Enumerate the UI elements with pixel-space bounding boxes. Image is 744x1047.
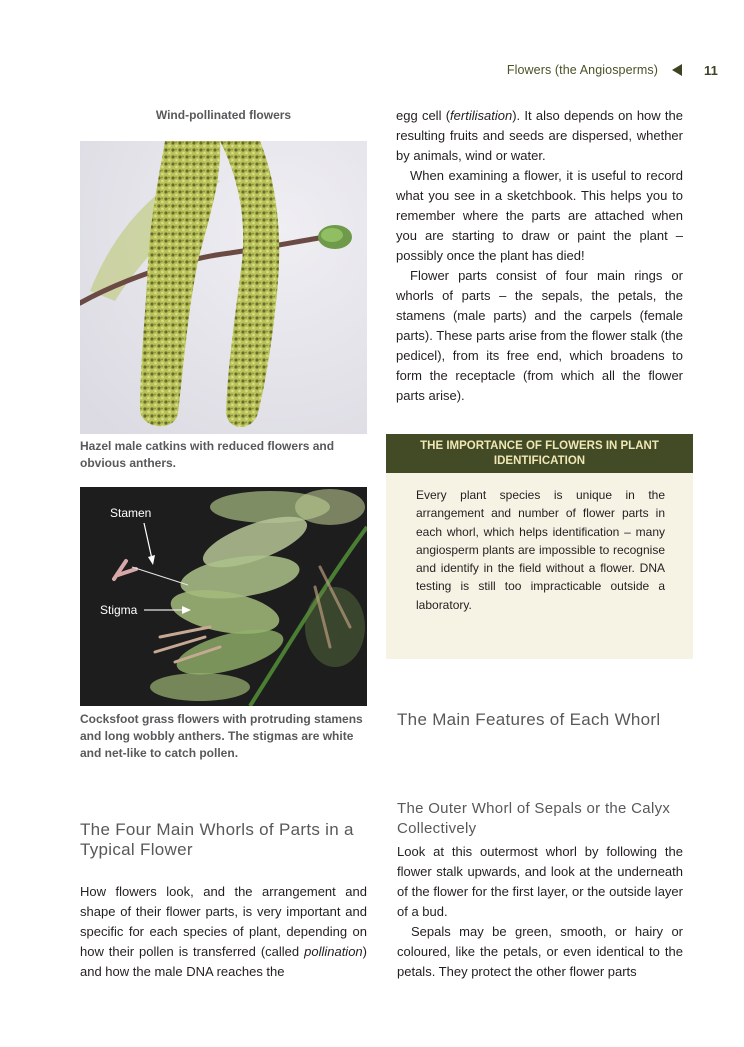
paragraph: Look at this outermost whorl by following the flower stalk upwards, and look at the underneath of the flower for the first layer, or the outside layer of a bud.: [397, 844, 683, 919]
paragraph: Flower parts consist of four main rings or whorls of parts – the sepals, the petals, the stamens (male parts) and the carpels (female parts). These parts arise from the flower stalk (the pedicel), from its free end, which broadens to form the receptacle (from which all the flower parts arise).: [396, 268, 683, 403]
emphasis: pollination: [304, 944, 363, 959]
paragraph: How flowers look, and the arrangement and shape of their flower parts, is very important and specific for each species of plant, depending on how their pollen is transferred (called pollination) and how the male DNA reaches the: [80, 884, 367, 979]
hazel-catkin-illustration: [80, 141, 367, 434]
sidebar-heading: THE IMPORTANCE OF FLOWERS IN PLANT IDENTIFICATION: [386, 434, 693, 473]
stamen-label: Stamen: [110, 506, 152, 520]
paragraph: Sepals may be green, smooth, or hairy or coloured, like the petals, or even identical to the petals. They protect the other flower parts: [397, 924, 683, 979]
cocksfoot-grass-photo: [80, 487, 367, 706]
hazel-catkin-photo: [80, 141, 367, 434]
hazel-caption: Hazel male catkins with reduced flowers and obvious anthers.: [80, 439, 335, 470]
triangle-left-icon: [672, 64, 682, 76]
info-sidebar-box: [386, 434, 693, 659]
subsection-heading-sepals: The Outer Whorl of Sepals or the Calyx Collectively: [397, 800, 671, 837]
paragraph: When examining a flower, it is useful to record what you see in a sketchbook. This helps you to remember where the parts are attached when you are starting to draw or paint the plant – possibly once the plant has died!: [396, 168, 683, 263]
cocksfoot-grass-illustration: [80, 487, 367, 706]
stigma-label: Stigma: [100, 603, 138, 617]
four-whorls-text: [80, 882, 367, 982]
page-number: 11: [704, 62, 718, 78]
right-column-intro: [396, 106, 683, 406]
grass-caption: Cocksfoot grass flowers with protruding stamens and long wobbly anthers. The stigmas are white and net-like to catch pollen.: [80, 712, 363, 760]
running-head: [507, 61, 718, 79]
running-head-title: Flowers (the Angiosperms): [506, 63, 659, 77]
paragraph: egg cell (fertilisation). It also depends on how the resulting fruits and seeds are dispersed, whether by animals, wind or water.: [396, 108, 683, 163]
section-heading-main-features: The Main Features of Each Whorl: [397, 710, 661, 729]
emphasis: fertilisation: [450, 108, 513, 123]
sepals-text: [397, 842, 683, 982]
figure-group-title: Wind-pollinated flowers: [155, 108, 292, 122]
sidebar-body: Every plant species is unique in the arrangement and number of flower parts in each whorl, which helps identification – many angiosperm plants are impossible to recognise and identify in the field without a flower. DNA testing is still too impracticable outside a laboratory.: [416, 488, 665, 612]
section-heading-four-whorls: The Four Main Whorls of Parts in a Typical Flower: [80, 820, 354, 859]
